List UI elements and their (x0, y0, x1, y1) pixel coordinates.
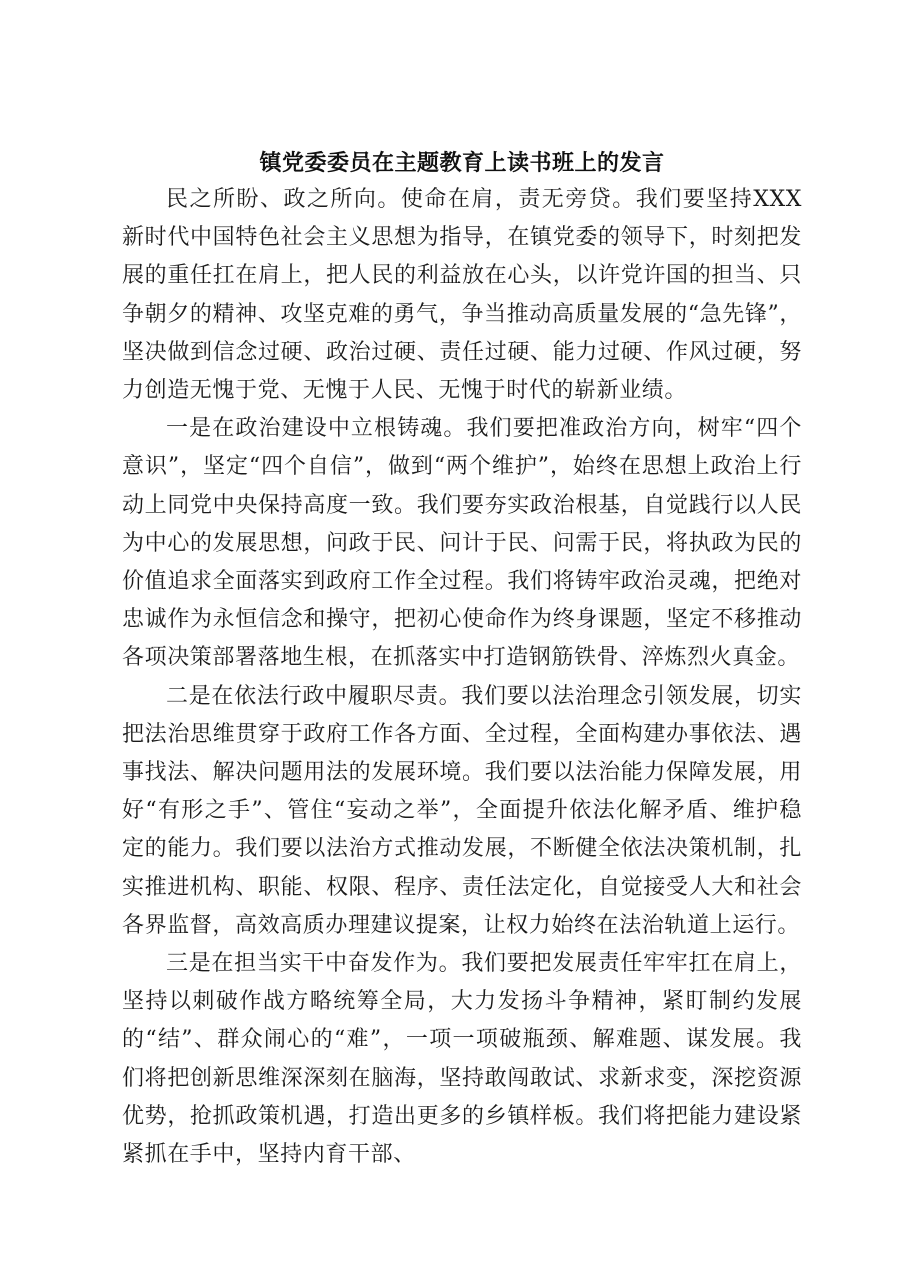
paragraph-political-building: 一是在政治建设中立根铸魂。我们要把准政治方向，树牢“四个意识”，坚定“四个自信”，做到“两个维护”，始终在思想上政治上行动上同党中央保持高度一致。我们要夯实政治根基，自觉践行以人民为中心的发展思想，问政于民、问计于民、问需于民，将执政为民的价值追求全面落实到政府工作全过程。我们将铸牢政治灵魂，把绝对忠诚作为永恒信念和操守，把初心使命作为终身课题，坚定不移推动各项决策部署落地生根，在抓落实中打造钢筋铁骨、淬炼烈火真金。 (122, 416, 802, 671)
paragraph-hard-work: 三是在担当实干中奋发作为。我们要把发展责任牢牢扛在肩上，坚持以刺破作战方略统筹全局，大力发扬斗争精神，紧盯制约发展的“结”、群众闹心的“难”，一项一项破瓶颈、解难题、谋发展。我们将把创新思维深深刻在脑海，坚持敢闯敢试、求新求变，深挖资源优势，抢抓政策机遇，打造出更多的乡镇样板。我们将把能力建设紧紧抓在手中，坚持内育干部、 (122, 951, 802, 1168)
paragraph-intro: 民之所盼、政之所向。使命在肩，责无旁贷。我们要坚持XXX新时代中国特色社会主义思想为指导，在镇党委的领导下，时刻把发展的重任扛在肩上，把人民的利益放在心头，以许党许国的担当、只争朝夕的精神、攻坚克难的勇气，争当推动高质量发展的“急先锋”，坚决做到信念过硬、政治过硬、责任过硬、能力过硬、作风过硬，努力创造无愧于党、无愧于人民、无愧于时代的崭新业绩。 (122, 187, 802, 404)
document-content (122, 147, 802, 1174)
document-title: 镇党委委员在主题教育上读书班上的发言 (259, 151, 665, 176)
document-body (122, 181, 802, 1174)
paragraph-rule-of-law: 二是在依法行政中履职尽责。我们要以法治理念引领发展，切实把法治思维贯穿于政府工作各方面、全过程，全面构建办事依法、遇事找法、解决问题用法的发展环境。我们要以法治能力保障发展，用好“有形之手”、管住“妄动之举”，全面提升依法化解矛盾、维护稳定的能力。我们要以法治方式推动发展，不断健全依法决策机制，扎实推进机构、职能、权限、程序、责任法定化，自觉接受人大和社会各界监督，高效高质办理建议提案，让权力始终在法治轨道上运行。 (122, 683, 802, 938)
